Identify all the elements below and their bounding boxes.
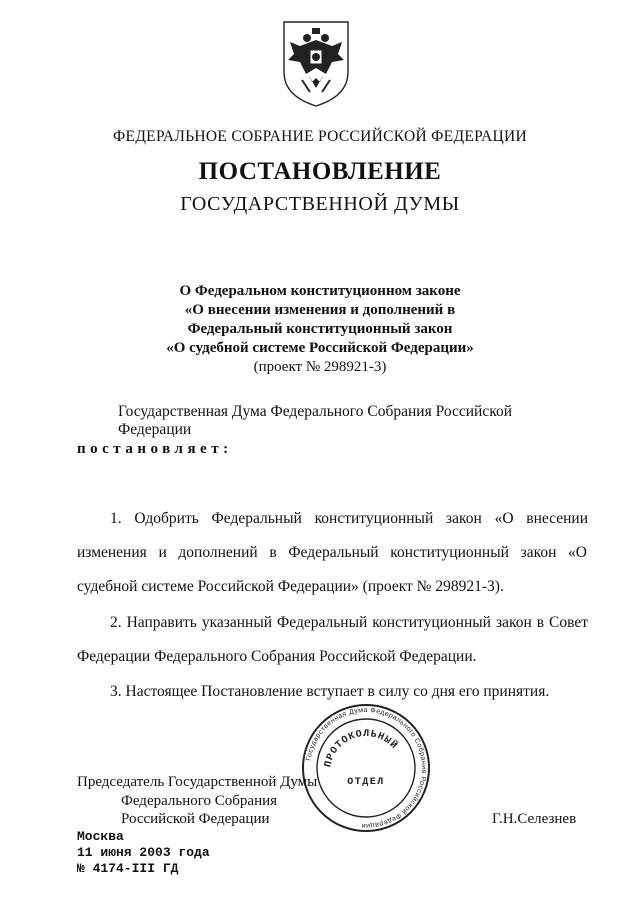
signatory-name: Г.Н.Селезнев	[492, 811, 577, 827]
document-title: ПОСТАНОВЛЕНИЕ	[198, 158, 442, 185]
law-title-line: О Федеральном конституционном законе	[179, 283, 461, 299]
item-2-line-2: Федерации Федерального Собрания Российской Федерации.	[77, 648, 477, 665]
city: Москва	[77, 829, 124, 844]
svg-text:ПРОТОКОЛЬНЫЙ	[323, 729, 401, 768]
project-number: (проект № 298921-3)	[253, 359, 387, 375]
signatory-position-1: Председатель Государственной Думы	[77, 774, 318, 790]
item-1-line-1: 1. Одобрить Федеральный конституционный закон «О внесении	[110, 510, 588, 527]
resolves-word: постановляет:	[77, 441, 233, 457]
signatory-position-2: Федерального Собрания	[121, 793, 278, 809]
stamp-arc-text: ПРОТОКОЛЬНЫЙ	[323, 728, 400, 769]
law-title-line: Федеральный конституционный закон	[187, 321, 453, 337]
law-title-line: «О судебной системе Российской Федерации»	[166, 340, 474, 356]
stamp-ring-text: Государственная Дума Федерального Собрания Российской Федерации	[305, 706, 428, 830]
item-3: 3. Настоящее Постановление вступает в силу со дня его принятия.	[110, 683, 550, 700]
date: 11 июня 2003 года	[77, 845, 210, 860]
item-2-line-1: 2. Направить указанный Федеральный конституционный закон в Совет	[110, 614, 588, 631]
law-title-block	[0, 282, 640, 377]
svg-text:Государственная Дума Федеральн	[305, 707, 427, 829]
preamble: Государственная Дума Федерального Собрания Российской Федерации	[118, 403, 512, 438]
coat-of-arms-emblem	[280, 20, 352, 108]
document-subtitle: ГОСУДАРСТВЕННОЙ ДУМЫ	[180, 193, 460, 215]
item-1-line-3: судебной системе Российской Федерации» (проект № 298921-3).	[77, 578, 504, 595]
stamp-center-text: ОТДЕЛ	[347, 777, 385, 788]
document-number: № 4174-III ГД	[77, 861, 179, 876]
law-title-line: «О внесении изменения и дополнений в	[184, 302, 456, 318]
item-1-line-2: изменения и дополнений в Федеральный конституционный закон «О	[77, 544, 587, 561]
signatory-position-3: Российской Федерации	[121, 811, 270, 827]
organization-name: ФЕДЕРАЛЬНОЕ СОБРАНИЕ РОССИЙСКОЙ ФЕДЕРАЦИИ	[113, 128, 527, 145]
